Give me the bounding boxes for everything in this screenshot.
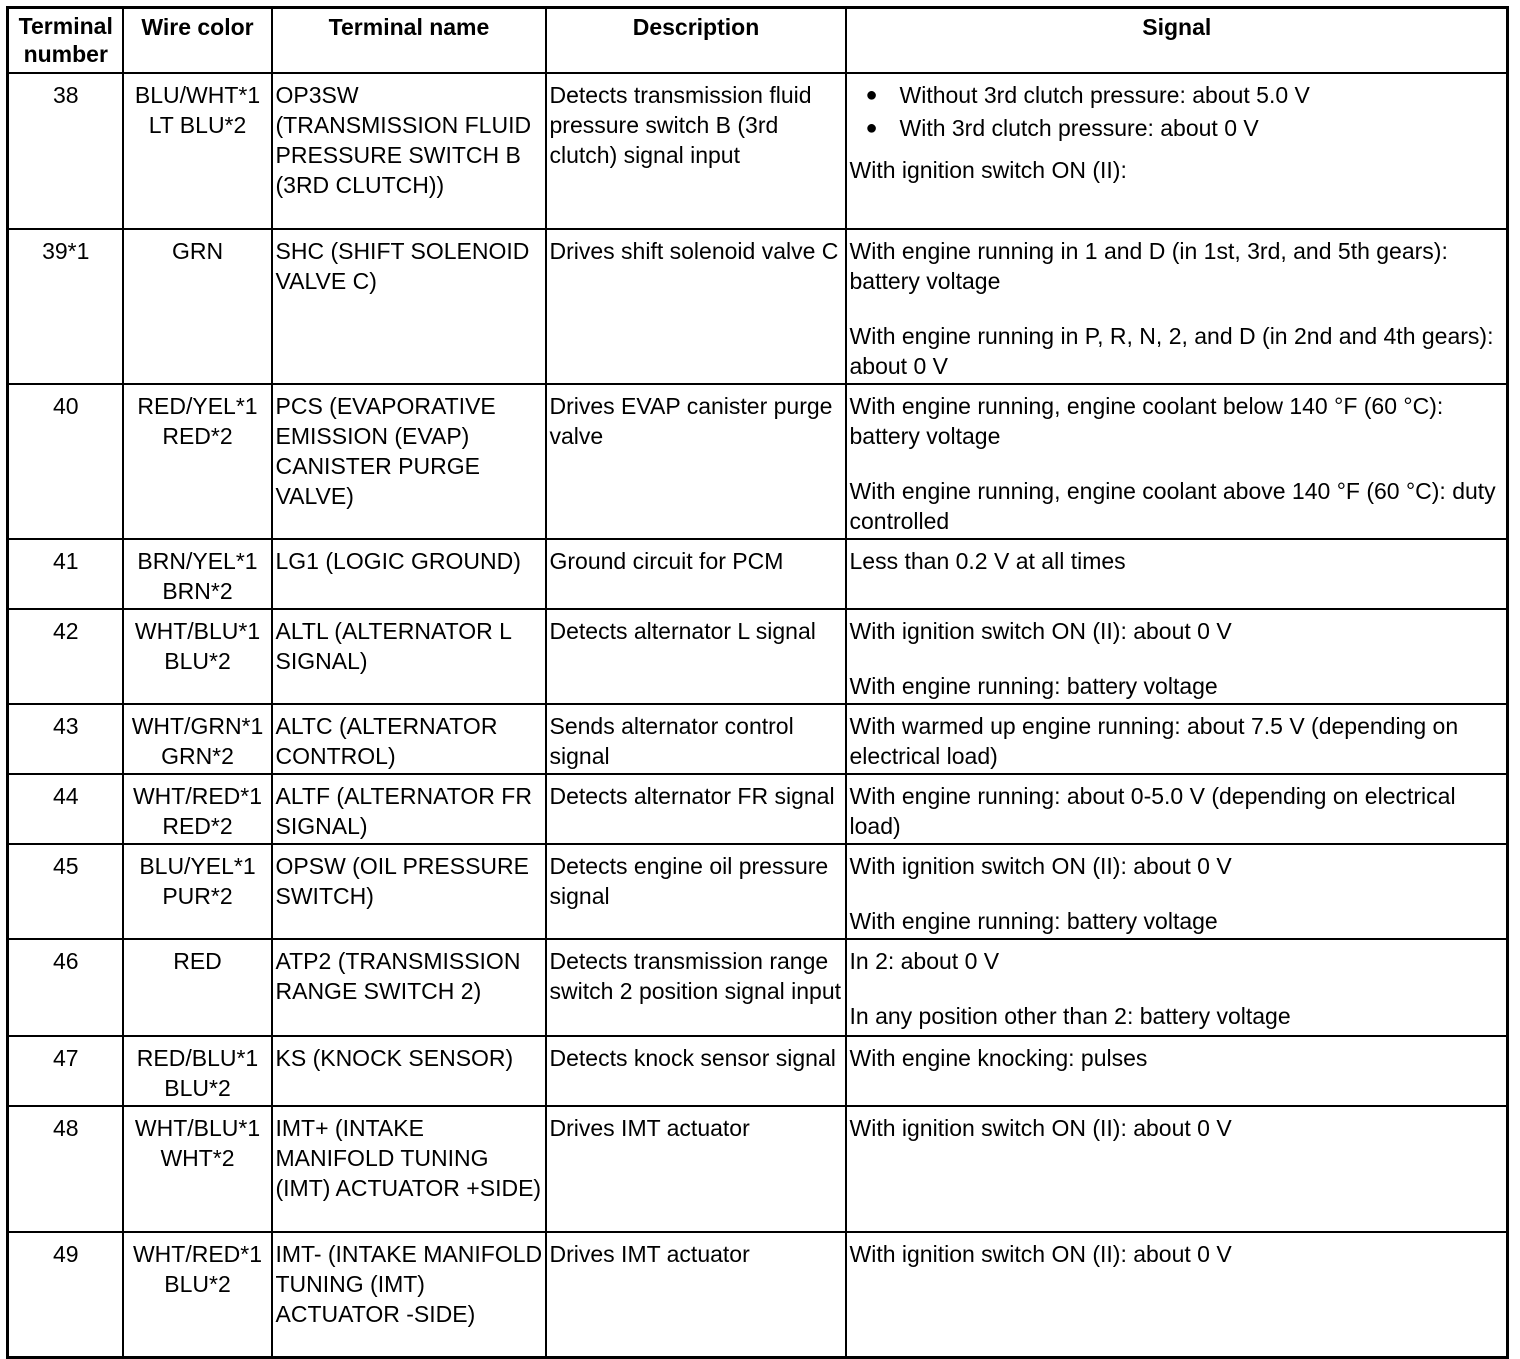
- terminal-number-cell: 40: [8, 384, 123, 539]
- wire-color-value: PUR*2: [162, 882, 233, 909]
- description-cell: Detects transmission range switch 2 position signal input: [546, 939, 846, 1036]
- terminal-name-cell: ALTF (ALTERNATOR FR SIGNAL): [272, 774, 546, 844]
- description-cell: Detects knock sensor signal: [546, 1036, 846, 1106]
- table-row: [8, 1106, 1508, 1232]
- terminal-number-cell: 49: [8, 1232, 123, 1358]
- terminal-name-cell: OPSW (OIL PRESSURE SWITCH): [272, 844, 546, 939]
- terminal-name-cell: LG1 (LOGIC GROUND): [272, 539, 546, 609]
- wire-color-value: BLU/WHT*1: [134, 81, 261, 108]
- header-description: Description: [546, 8, 846, 73]
- wire-color-value: BLU*2: [164, 1270, 231, 1297]
- table-row: [8, 704, 1508, 774]
- terminal-name-cell: IMT+ (INTAKE MANIFOLD TUNING (IMT) ACTUATOR +SIDE): [272, 1106, 546, 1232]
- table-row: [8, 844, 1508, 939]
- terminal-number-cell: 47: [8, 1036, 123, 1106]
- table-row: [8, 609, 1508, 704]
- signal-text: With engine knocking: pulses: [849, 1044, 1148, 1071]
- signal-cell: [846, 229, 1508, 384]
- terminal-number-cell: 38: [8, 73, 123, 229]
- description-cell: Drives IMT actuator: [546, 1106, 846, 1232]
- signal-cell: [846, 704, 1508, 774]
- header-terminal-name: Terminal name: [272, 8, 546, 73]
- wire-color-value: WHT/GRN*1: [131, 712, 264, 739]
- signal-cell: [846, 844, 1508, 939]
- signal-text: With warmed up engine running: about 7.5 V (depending on electrical load): [849, 712, 1459, 769]
- wire-color-cell: [123, 73, 272, 229]
- terminal-name-cell: OP3SW (TRANSMISSION FLUID PRESSURE SWITCH B (3RD CLUTCH)): [272, 73, 546, 229]
- wire-color-cell: [123, 844, 272, 939]
- terminal-number-cell: 45: [8, 844, 123, 939]
- wire-color-value: WHT/RED*1: [132, 1240, 263, 1267]
- wire-color-value: GRN: [171, 237, 224, 264]
- terminal-number-cell: 46: [8, 939, 123, 1036]
- wire-color-cell: [123, 704, 272, 774]
- wire-color-cell: [123, 774, 272, 844]
- signal-cell: [846, 1232, 1508, 1358]
- wire-color-value: BLU*2: [164, 647, 231, 674]
- wire-color-cell: [123, 384, 272, 539]
- wire-color-value: RED: [173, 947, 222, 974]
- description-cell: Detects transmission fluid pressure switch B (3rd clutch) signal input: [546, 73, 846, 229]
- signal-text: With ignition switch ON (II): about 0 V: [849, 1114, 1232, 1141]
- table-row: [8, 539, 1508, 609]
- description-cell: Sends alternator control signal: [546, 704, 846, 774]
- wire-color-cell: [123, 1106, 272, 1232]
- signal-bullet-item: ● With 3rd clutch pressure: about 0 V: [850, 113, 1505, 143]
- terminal-number-cell: 48: [8, 1106, 123, 1232]
- wire-color-value: WHT/BLU*1: [134, 1114, 261, 1141]
- signal-text: With engine running: battery voltage: [849, 907, 1218, 934]
- wire-color-value: LT BLU*2: [148, 111, 247, 138]
- terminal-name-cell: ALTC (ALTERNATOR CONTROL): [272, 704, 546, 774]
- signal-cell: [846, 1106, 1508, 1232]
- terminal-number-cell: 42: [8, 609, 123, 704]
- signal-text: In 2: about 0 V: [849, 947, 1000, 974]
- signal-text: With engine running: about 0-5.0 V (depending on electrical load): [849, 782, 1456, 839]
- table-row: [8, 229, 1508, 384]
- signal-text: In any position other than 2: battery voltage: [849, 1002, 1291, 1029]
- signal-text: With ignition switch ON (II): about 0 V: [849, 852, 1232, 879]
- signal-bullet-item: ● Without 3rd clutch pressure: about 5.0 V: [850, 80, 1505, 110]
- header-terminal-number: Terminal number: [8, 8, 123, 73]
- wire-color-cell: [123, 939, 272, 1036]
- wire-color-value: BRN/YEL*1: [137, 547, 258, 574]
- terminal-number-cell: 43: [8, 704, 123, 774]
- wire-color-value: GRN*2: [161, 742, 234, 769]
- terminal-name-cell: PCS (EVAPORATIVE EMISSION (EVAP) CANISTER PURGE VALVE): [272, 384, 546, 539]
- wire-color-value: BRN*2: [162, 577, 233, 604]
- signal-cell: [846, 539, 1508, 609]
- table-row: [8, 73, 1508, 229]
- wire-color-value: BLU*2: [164, 1074, 231, 1101]
- terminal-table: [6, 6, 1509, 1359]
- description-cell: Detects alternator FR signal: [546, 774, 846, 844]
- description-cell: Ground circuit for PCM: [546, 539, 846, 609]
- signal-cell: [846, 1036, 1508, 1106]
- signal-text: With ignition switch ON (II): about 0 V: [849, 1240, 1232, 1267]
- terminal-number-cell: 39*1: [8, 229, 123, 384]
- terminal-name-cell: ALTL (ALTERNATOR L SIGNAL): [272, 609, 546, 704]
- signal-cell: [846, 774, 1508, 844]
- wire-color-value: RED*2: [162, 422, 233, 449]
- signal-text: Less than 0.2 V at all times: [849, 547, 1126, 574]
- description-cell: Drives EVAP canister purge valve: [546, 384, 846, 539]
- terminal-name-cell: IMT- (INTAKE MANIFOLD TUNING (IMT) ACTUATOR -SIDE): [272, 1232, 546, 1358]
- signal-cell: [846, 609, 1508, 704]
- wire-color-value: WHT/RED*1: [132, 782, 263, 809]
- signal-text: With engine running in 1 and D (in 1st, 3rd, and 5th gears): battery voltage: [849, 237, 1448, 294]
- table-row: [8, 939, 1508, 1036]
- signal-text: With ignition switch ON (II): about 0 V: [849, 617, 1232, 644]
- wire-color-value: WHT*2: [160, 1144, 235, 1171]
- wire-color-cell: [123, 609, 272, 704]
- signal-text: With ignition switch ON (II):: [849, 156, 1127, 183]
- description-cell: Detects engine oil pressure signal: [546, 844, 846, 939]
- terminal-name-cell: SHC (SHIFT SOLENOID VALVE C): [272, 229, 546, 384]
- table-row: [8, 1036, 1508, 1106]
- wire-color-cell: [123, 1036, 272, 1106]
- header-wire-color: Wire color: [123, 8, 272, 73]
- terminal-name-cell: ATP2 (TRANSMISSION RANGE SWITCH 2): [272, 939, 546, 1036]
- table-row: [8, 384, 1508, 539]
- wire-color-cell: [123, 539, 272, 609]
- signal-text: With engine running: battery voltage: [849, 672, 1218, 699]
- wire-color-cell: [123, 229, 272, 384]
- signal-text: With engine running, engine coolant above 140 °F (60 °C): duty controlled: [849, 477, 1496, 534]
- wire-color-value: RED*2: [162, 812, 233, 839]
- description-cell: Drives shift solenoid valve C: [546, 229, 846, 384]
- table-body: [8, 73, 1508, 1358]
- signal-cell: [846, 73, 1508, 229]
- header-signal: Signal: [846, 8, 1508, 73]
- terminal-name-cell: KS (KNOCK SENSOR): [272, 1036, 546, 1106]
- wire-color-value: WHT/BLU*1: [134, 617, 261, 644]
- signal-text: With engine running, engine coolant below 140 °F (60 °C): battery voltage: [849, 392, 1444, 449]
- table-row: [8, 1232, 1508, 1358]
- wire-color-value: RED/YEL*1: [137, 392, 258, 419]
- signal-bullet-list: [850, 80, 1505, 143]
- signal-text: With engine running in P, R, N, 2, and D (in 2nd and 4th gears): about 0 V: [849, 322, 1494, 379]
- wire-color-cell: [123, 1232, 272, 1358]
- table-header-row: [8, 8, 1508, 73]
- terminal-number-cell: 41: [8, 539, 123, 609]
- signal-cell: [846, 384, 1508, 539]
- table-row: [8, 774, 1508, 844]
- signal-cell: [846, 939, 1508, 1036]
- wire-color-value: RED/BLU*1: [136, 1044, 259, 1071]
- description-cell: Drives IMT actuator: [546, 1232, 846, 1358]
- wire-color-value: BLU/YEL*1: [139, 852, 256, 879]
- description-cell: Detects alternator L signal: [546, 609, 846, 704]
- terminal-number-cell: 44: [8, 774, 123, 844]
